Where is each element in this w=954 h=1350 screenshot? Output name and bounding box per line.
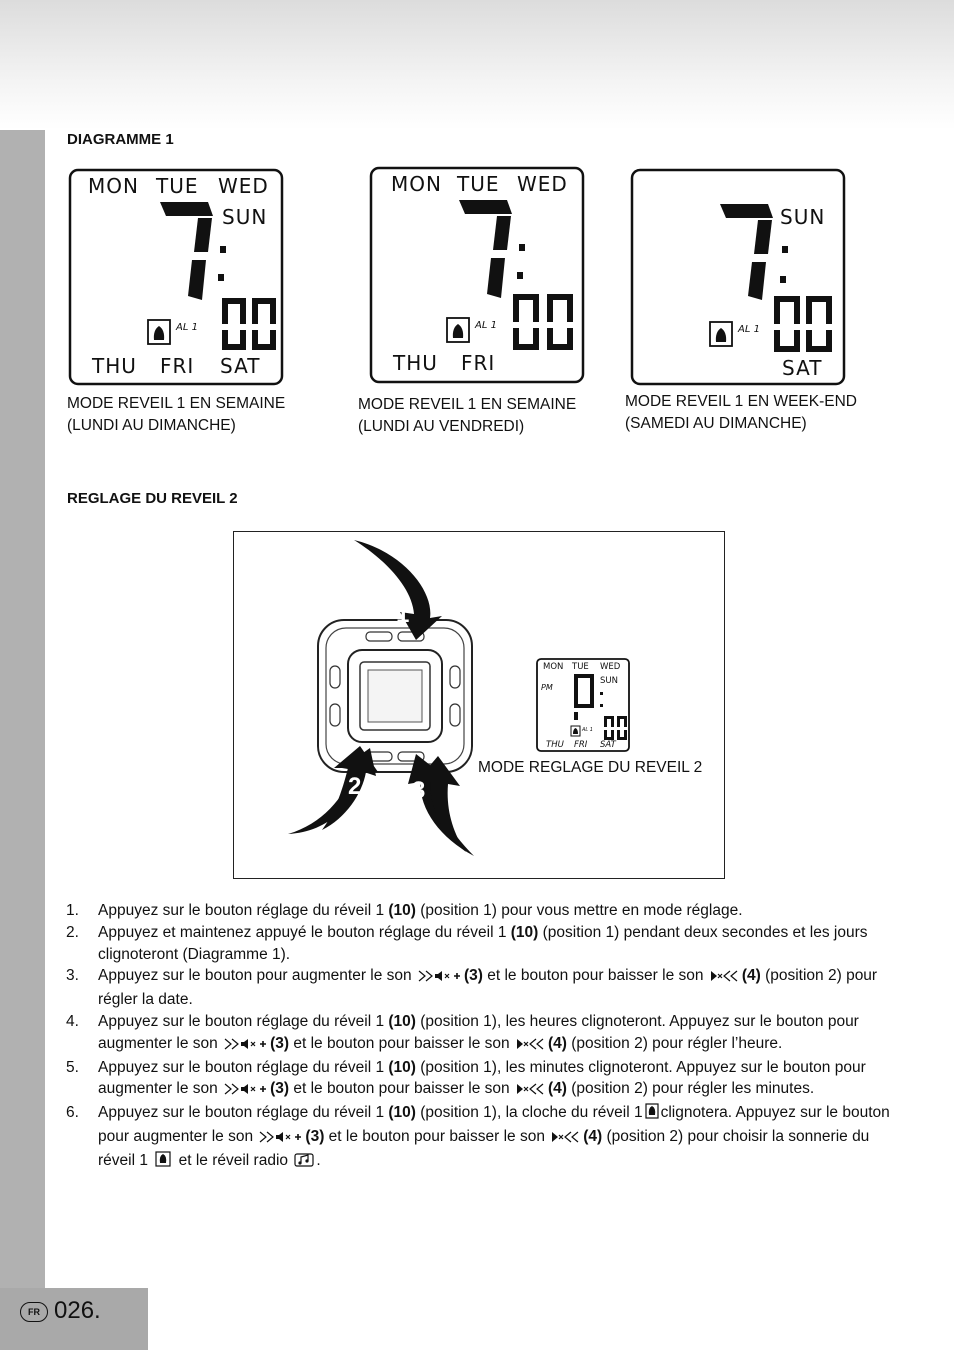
step-4: 4. Appuyez sur le bouton réglage du réveil 1 (10) (position 1), les heures clignoteront. Appuyez sur le bouton pour augmenter le son (3) et le bouton pour baisser le son (4) (position 2) pour régler l’heure. [66, 1011, 891, 1057]
lcd-day-tue: TUE [156, 174, 199, 198]
diagram-3-caption: MODE REVEIL 1 EN WEEK-END (SAMEDI AU DIMANCHE) [625, 393, 857, 432]
figure-caption: MODE REGLAGE DU REVEIL 2 [478, 759, 703, 776]
diagram-title: DIAGRAMME 1 [67, 131, 174, 148]
step-5: 5. Appuyez sur le bouton réglage du réveil 1 (10) (position 1), les minutes clignoteront. Appuyez sur le bouton pour augmenter le son (3) et le bouton pour baisser le son (4) (position 2) pour régler les minutes. [66, 1057, 891, 1103]
lcd-day-sun: SUN [222, 205, 268, 229]
lcd-day-sat: SAT [220, 354, 261, 378]
section-title: REGLAGE DU REVEIL 2 [67, 490, 238, 507]
lcd-diagram-1 [68, 168, 284, 386]
lcd-bell-icon [148, 320, 170, 344]
svg-text:TUE: TUE [572, 662, 589, 672]
header-gradient [0, 0, 954, 130]
page-number: 026. [54, 1297, 101, 1324]
bell-icon [154, 1151, 172, 1174]
lcd-day-wed: WED [218, 174, 269, 198]
alarm-setting-figure [233, 531, 725, 879]
lcd-day-sat: SAT [782, 356, 823, 380]
lcd-bell-icon [710, 322, 732, 346]
svg-text:FRI: FRI [574, 740, 588, 750]
steps-list [66, 900, 891, 1174]
svg-text:THU: THU [546, 740, 564, 750]
step-2: 2. Appuyez et maintenez appuyé le bouton réglage du réveil 1 (10) (position 1) pendant deux secondes et les jours clignoteront (Diagramme 1). [66, 923, 868, 963]
lcd-day-sun: SUN [780, 205, 826, 229]
clock-radio-device [318, 620, 472, 772]
rewind-volume-down-icon [710, 967, 740, 989]
step-1: 1. Appuyez sur le bouton réglage du réveil 1 (10) (position 1) pour vous mettre en mode réglage. [66, 902, 743, 919]
lcd-diagram-2 [369, 166, 585, 384]
svg-text:MON: MON [543, 662, 564, 672]
lcd-day-thu: THU [393, 351, 438, 375]
language-badge: FR [20, 1302, 48, 1322]
svg-text:SUN: SUN [600, 676, 618, 686]
lcd-day-tue: TUE [457, 172, 500, 196]
fast-forward-volume-up-icon [418, 967, 462, 989]
left-sidebar-bar [0, 130, 45, 1350]
step-6: 6. Appuyez sur le bouton réglage du réveil 1 (10) (position 1), la cloche du réveil 1 clignotera. Appuyez sur le bouton pour augmenter le son (3) et le bouton pour baisser le son (4) (position 2) pour choisir la sonnerie du réveil 1 et le réveil radio . [66, 1102, 891, 1173]
lcd-alarm-label: AL 1 [475, 320, 497, 331]
lcd-bell-icon [447, 318, 469, 342]
lcd-day-mon: MON [391, 172, 442, 196]
bell-icon [645, 1103, 659, 1126]
diagram-2-caption: MODE REVEIL 1 EN SEMAINE (LUNDI AU VENDREDI) [358, 396, 577, 435]
fast-forward-volume-up-icon [259, 1128, 303, 1150]
lcd-alarm-label: AL 1 [738, 324, 760, 335]
svg-text:AL 1: AL 1 [582, 727, 593, 733]
rewind-volume-down-icon [516, 1035, 546, 1057]
small-lcd [537, 659, 629, 751]
svg-text:3: 3 [412, 777, 426, 804]
radio-music-icon [294, 1151, 314, 1174]
step-3: 3. Appuyez sur le bouton pour augmenter le son (3) et le bouton pour baisser le son (4) (position 2) pour régler la date. [66, 967, 878, 1009]
svg-text:WED: WED [600, 662, 621, 672]
svg-text:2: 2 [348, 773, 362, 800]
lcd-alarm-label: AL 1 [176, 322, 198, 333]
lcd-day-fri: FRI [160, 354, 195, 378]
svg-text:1: 1 [396, 601, 410, 628]
svg-text:SAT: SAT [600, 740, 616, 750]
rewind-volume-down-icon [516, 1080, 546, 1102]
fast-forward-volume-up-icon [224, 1080, 268, 1102]
callout-arrow-3 [408, 754, 474, 856]
diagram-1-caption: MODE REVEIL 1 EN SEMAINE (LUNDI AU DIMANCHE) [67, 395, 286, 434]
fast-forward-volume-up-icon [224, 1035, 268, 1057]
rewind-volume-down-icon [551, 1128, 581, 1150]
lcd-day-fri: FRI [461, 351, 496, 375]
svg-text:PM: PM [541, 683, 553, 692]
lcd-day-thu: THU [92, 354, 137, 378]
lcd-day-wed: WED [517, 172, 568, 196]
lcd-diagram-3 [630, 168, 846, 386]
lcd-day-mon: MON [88, 174, 139, 198]
